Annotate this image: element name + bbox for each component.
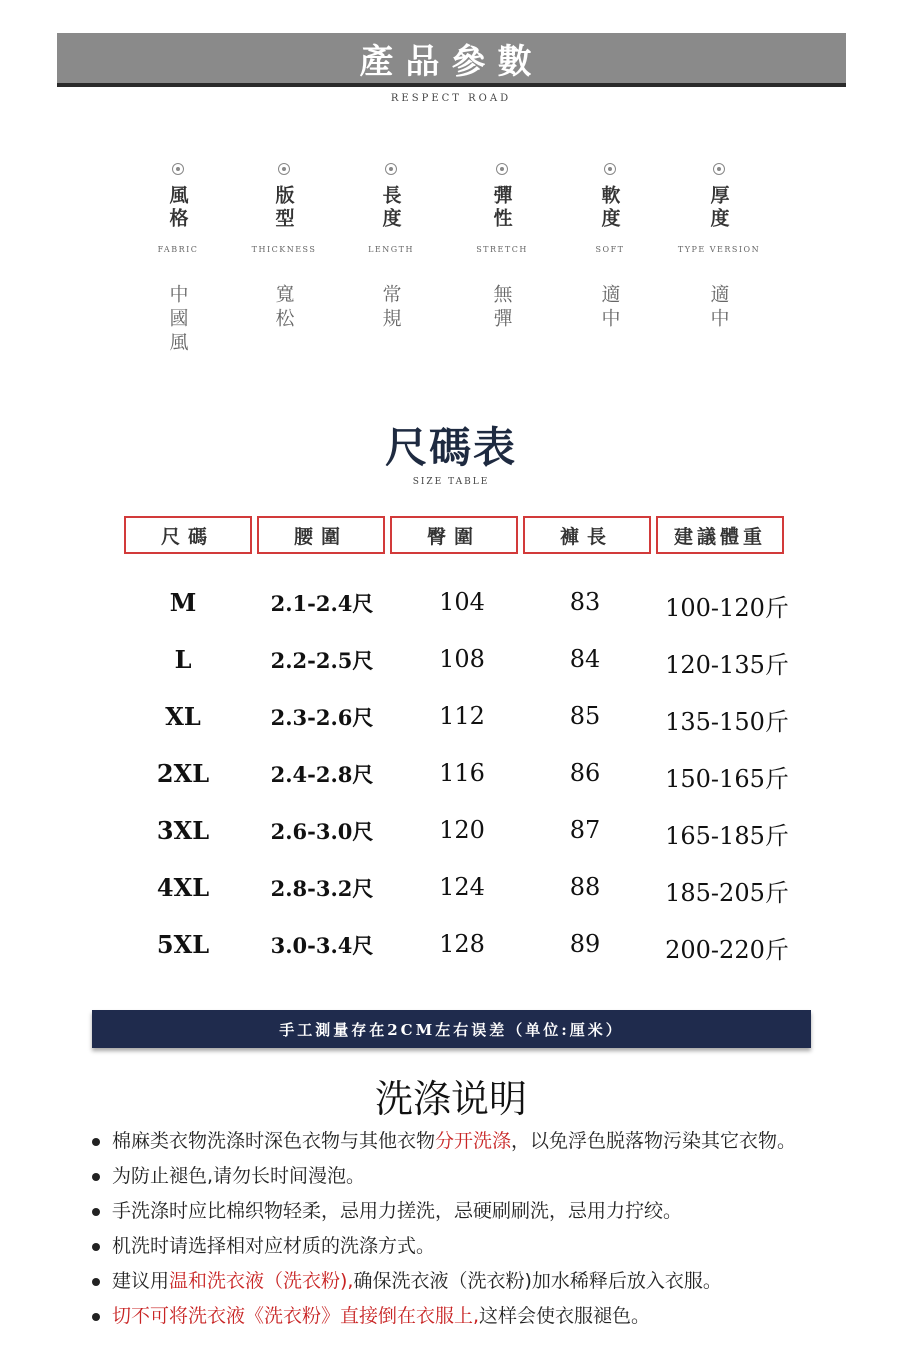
table-cell-hip: 124 — [439, 873, 485, 901]
table-cell-length: 84 — [569, 645, 601, 673]
param-value: 適中 — [598, 284, 621, 332]
param-thickness — [664, 160, 774, 332]
bullet-icon — [496, 163, 508, 175]
list-item: 建议用温和洗衣液（洗衣粉),确保洗衣液（洗衣粉)加水稀释后放入衣服。 — [92, 1264, 882, 1299]
table-cell-waist: 2.3-2.6尺 — [270, 705, 374, 730]
list-item: 为防止褪色,请勿长时间漫泡。 — [92, 1159, 882, 1194]
param-label: 厚度 — [707, 185, 730, 231]
param-style — [123, 160, 233, 356]
table-cell-waist: 2.1-2.4尺 — [270, 591, 374, 616]
param-softness — [555, 160, 665, 332]
list-item: 切不可将洗衣液《洗衣粉》直接倒在衣服上,这样会使衣服褪色。 — [92, 1299, 882, 1334]
list-item: 棉麻类衣物洗涤时深色衣物与其他衣物分开洗涤，以免浮色脱落物污染其它衣物。 — [92, 1124, 882, 1159]
table-cell-weight: 135-150斤 — [665, 708, 789, 736]
param-en: TYPE VERSION — [677, 245, 761, 254]
wash-list — [92, 1124, 882, 1334]
param-label: 軟度 — [598, 185, 621, 231]
param-value: 無彈 — [490, 284, 513, 332]
param-value: 中國風 — [166, 284, 189, 356]
header-weight: 建議體重 — [656, 516, 784, 554]
page-subtitle: RESPECT ROAD — [390, 93, 512, 104]
table-cell-size: 3XL — [156, 816, 210, 845]
table-cell-size: 5XL — [156, 930, 210, 959]
table-cell-size: L — [174, 645, 192, 674]
table-cell-waist: 2.8-3.2尺 — [270, 876, 374, 901]
bullet-icon — [172, 163, 184, 175]
table-cell-waist: 3.0-3.4尺 — [270, 933, 374, 958]
table-cell-weight: 100-120斤 — [665, 594, 789, 622]
list-item: 机洗时请选择相对应材质的洗涤方式。 — [92, 1229, 882, 1264]
table-cell-hip: 128 — [439, 930, 485, 958]
param-length — [336, 160, 446, 332]
divider — [57, 83, 846, 87]
table-cell-length: 83 — [569, 588, 601, 616]
param-label: 彈性 — [490, 185, 513, 231]
table-cell-length: 85 — [569, 702, 601, 730]
page-title: 產品參數 — [359, 41, 544, 82]
param-en: FABRIC — [157, 245, 199, 254]
table-cell-weight: 120-135斤 — [665, 651, 789, 679]
header-hip: 臀圍 — [390, 516, 518, 554]
param-en: THICKNESS — [251, 245, 317, 254]
param-label: 風格 — [166, 185, 189, 231]
header-waist: 腰圍 — [257, 516, 385, 554]
table-cell-hip: 108 — [439, 645, 485, 673]
table-cell-weight: 150-165斤 — [665, 765, 789, 793]
table-cell-size: XL — [165, 702, 201, 731]
param-fit — [229, 160, 339, 332]
header-length: 褲長 — [523, 516, 651, 554]
param-value: 常規 — [379, 284, 402, 332]
param-en: STRETCH — [476, 245, 528, 254]
table-cell-size: M — [169, 588, 197, 617]
param-stretch — [447, 160, 557, 332]
table-cell-hip: 112 — [439, 702, 485, 730]
table-cell-waist: 2.2-2.5尺 — [270, 648, 374, 673]
size-table-subtitle: SIZE TABLE — [412, 477, 490, 487]
table-cell-size: 4XL — [156, 873, 210, 902]
table-cell-length: 89 — [569, 930, 601, 958]
list-item: 手洗涤时应比棉织物轻柔，忌用力搓洗，忌硬刷刷洗，忌用力拧绞。 — [92, 1194, 882, 1229]
param-en: SOFT — [595, 245, 625, 254]
param-label: 長度 — [379, 185, 402, 231]
table-cell-waist: 2.4-2.8尺 — [270, 762, 374, 787]
param-en: LENGTH — [368, 245, 414, 254]
table-cell-hip: 104 — [439, 588, 485, 616]
bullet-icon — [604, 163, 616, 175]
table-cell-hip: 116 — [439, 759, 485, 787]
table-cell-length: 87 — [569, 816, 601, 844]
table-cell-weight: 185-205斤 — [665, 879, 789, 907]
bullet-icon — [713, 163, 725, 175]
param-label: 版型 — [272, 185, 295, 231]
table-cell-hip: 120 — [439, 816, 485, 844]
bullet-icon — [385, 163, 397, 175]
size-table-title: 尺碼表 — [384, 423, 517, 472]
header-size: 尺碼 — [124, 516, 252, 554]
bullet-icon — [278, 163, 290, 175]
wash-title: 洗涤说明 — [374, 1077, 527, 1121]
param-value: 寬松 — [272, 284, 295, 332]
table-cell-waist: 2.6-3.0尺 — [270, 819, 374, 844]
param-value: 適中 — [707, 284, 730, 332]
table-cell-length: 88 — [569, 873, 601, 901]
table-cell-size: 2XL — [156, 759, 210, 788]
table-cell-weight: 165-185斤 — [665, 822, 789, 850]
table-cell-weight: 200-220斤 — [665, 936, 789, 964]
table-cell-length: 86 — [569, 759, 601, 787]
measurement-note: 手工測量存在2CM左右误差（单位:厘米） — [92, 1010, 811, 1048]
header-banner — [57, 33, 846, 83]
